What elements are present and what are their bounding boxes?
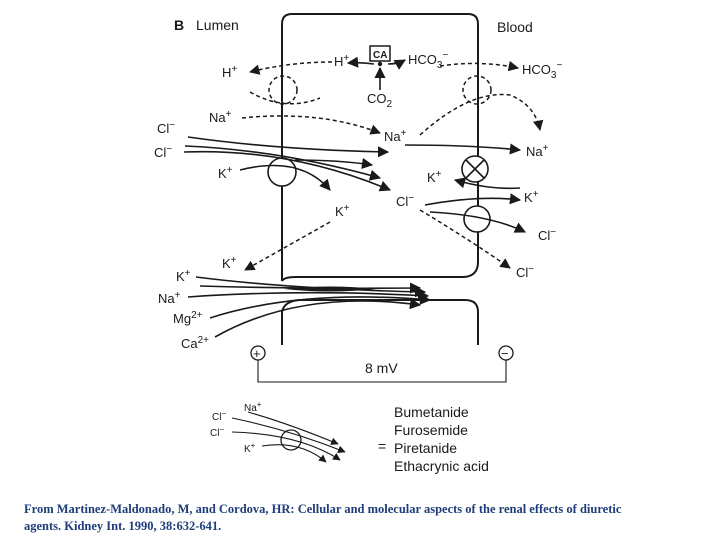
k-lumen-exit: K+ xyxy=(222,255,237,271)
inset-cl-1: Cl− xyxy=(212,409,227,423)
na-cell: Na+ xyxy=(384,128,407,144)
h-ion-lumen: H+ xyxy=(222,64,238,80)
k-blood: K+ xyxy=(524,189,539,205)
panel-letter: B xyxy=(174,17,185,33)
inset-k: K+ xyxy=(244,441,256,455)
figure-caption xyxy=(24,501,704,535)
k-lumen-cotransport: K+ xyxy=(218,165,233,181)
carbonic-anhydrase-label: CA xyxy=(373,50,388,61)
drug-furosemide: Furosemide xyxy=(394,422,468,438)
caption-line-2: agents. Kidney Int. 1990, 38:632-641. xyxy=(24,519,222,533)
cl-lumen-2: Cl− xyxy=(154,144,173,160)
drug-bumetanide: Bumetanide xyxy=(394,404,469,420)
lumen-label: Lumen xyxy=(196,17,239,33)
inset-equals: = xyxy=(378,438,387,454)
h-ion-cell: H+ xyxy=(334,53,350,69)
drug-piretanide: Piretanide xyxy=(394,440,458,456)
ca-paracellular: $Ca^{2+}$ xyxy=(181,335,210,351)
paracellular-flux-arrows xyxy=(188,277,430,337)
bicarbonate-cell: $HCO_3^-$ xyxy=(408,50,449,71)
cl-blood-1: Cl− xyxy=(538,227,557,243)
na-blood: Na+ xyxy=(526,143,549,159)
cl-lumen-1: Cl− xyxy=(157,120,176,136)
blood-label: Blood xyxy=(497,19,533,35)
nkcc2-cotransporter xyxy=(268,158,296,186)
k-paracellular: K+ xyxy=(176,268,191,284)
inset-cl-2: Cl− xyxy=(210,425,225,439)
k-cell-exit: K+ xyxy=(335,203,350,219)
voltage-minus: − xyxy=(501,346,509,361)
lower-cell-membrane xyxy=(282,300,478,345)
na-k-atpase-pump xyxy=(462,156,488,182)
cl-cell: Cl− xyxy=(396,193,415,209)
k-pump: K+ xyxy=(427,169,442,185)
cl-blood-2: Cl− xyxy=(516,264,535,280)
voltage-value: 8 mV xyxy=(365,360,398,376)
caption-line-1: From Martinez-Maldonado, M, and Cordova, HR: Cellular and molecular aspects of the renal effects of diuretic xyxy=(24,502,622,516)
mg-paracellular: $Mg^{2+}$ xyxy=(173,310,203,326)
na-lumen-top: Na+ xyxy=(209,109,232,125)
inset-na: Na+ xyxy=(244,400,262,414)
na-paracellular: Na+ xyxy=(158,290,181,306)
co2-cell: $CO_2$ xyxy=(367,91,393,110)
drug-ethacrynic-acid: Ethacrynic acid xyxy=(394,458,489,474)
voltage-plus: + xyxy=(253,346,261,361)
bicarbonate-blood: $HCO_3^-$ xyxy=(522,60,563,81)
